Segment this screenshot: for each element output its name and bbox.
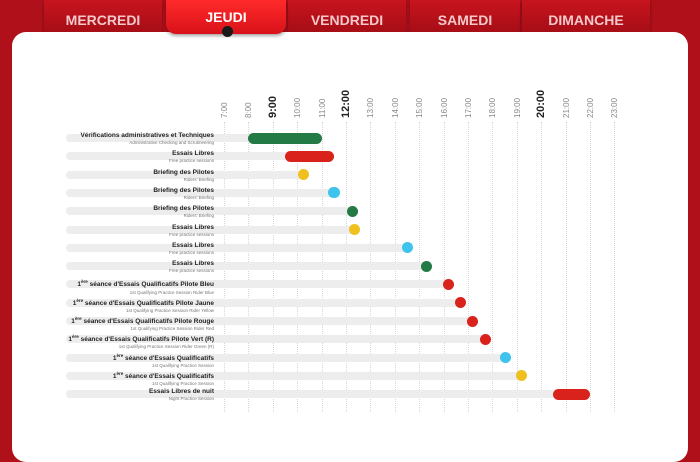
session-subtitle: 1st Qualifying Practice Session xyxy=(151,381,214,387)
session-marker[interactable] xyxy=(402,242,413,253)
session-title: Briefing des Pilotes xyxy=(153,205,214,213)
session-title: Essais Libres xyxy=(172,241,214,249)
hour-gridline xyxy=(468,122,469,412)
session-label xyxy=(64,370,214,387)
hour-label: 9:00 xyxy=(266,95,279,118)
session-label xyxy=(64,278,214,295)
session-subtitle: 1st Qualifying Practice Session Rider Yellow xyxy=(125,307,214,313)
hour-label: 14:00 xyxy=(390,97,400,118)
session-subtitle: 1st Qualifying Practice Session Rider Blue xyxy=(129,289,214,295)
session-title: Vérifications administratives et Techniques xyxy=(80,132,214,139)
hour-label: 10:00 xyxy=(293,97,303,118)
tab-dimanche[interactable]: DIMANCHE xyxy=(522,0,650,40)
session-subtitle: Free practice sessions xyxy=(168,231,214,237)
hour-label: 8:00 xyxy=(244,102,254,118)
session-subtitle: Riders' Briefing xyxy=(183,176,214,182)
session-title: Essais Libres xyxy=(172,260,214,268)
session-subtitle: 1st Qualifying Practice Session Rider Green (R) xyxy=(118,344,214,350)
hour-label: 17:00 xyxy=(464,97,473,118)
hour-label: 7:00 xyxy=(220,102,229,118)
session-title: Essais Libres xyxy=(172,150,214,158)
hour-label: 13:00 xyxy=(366,97,376,118)
session-label xyxy=(64,150,214,164)
session-label xyxy=(64,297,214,314)
session-label xyxy=(64,315,214,332)
session-label xyxy=(64,352,214,369)
session-title: 1ère séance d'Essais Qualificatifs xyxy=(112,370,214,381)
hour-gridline xyxy=(566,122,567,412)
hour-label: 20:00 xyxy=(535,89,548,118)
session-label xyxy=(64,260,214,274)
tab-vendredi[interactable]: VENDREDI xyxy=(288,0,406,40)
session-title: Briefing des Pilotes xyxy=(153,168,214,176)
tab-mercredi[interactable]: MERCREDI xyxy=(44,0,162,40)
tab-jeudi[interactable]: JEUDI xyxy=(166,0,286,34)
session-label xyxy=(64,242,214,256)
session-marker[interactable] xyxy=(347,206,358,217)
active-tab-indicator xyxy=(222,26,233,37)
session-title: Essais Libres xyxy=(172,223,214,231)
session-marker[interactable] xyxy=(467,316,478,327)
session-title: Essais Libres de nuit xyxy=(148,388,214,396)
session-title: 1ère séance d'Essais Qualificatifs Pilote Rouge xyxy=(71,316,214,326)
hour-label: 12:00 xyxy=(340,89,352,118)
tab-samedi[interactable]: SAMEDI xyxy=(410,0,520,40)
session-label xyxy=(64,333,214,350)
session-label xyxy=(64,388,214,402)
session-label xyxy=(64,132,214,146)
hour-label: 23:00 xyxy=(610,97,620,118)
hour-label: 19:00 xyxy=(512,97,522,118)
session-marker[interactable] xyxy=(349,224,360,235)
session-title: Briefing des Pilotes xyxy=(153,186,214,194)
session-subtitle: 1st Qualifying Practice Session xyxy=(151,362,214,368)
session-marker[interactable] xyxy=(421,261,432,272)
hour-gridline xyxy=(614,122,615,412)
session-label xyxy=(64,224,214,238)
session-title: 1ère séance d'Essais Qualificatifs Pilote Vert (R) xyxy=(68,334,214,344)
hour-label: 18:00 xyxy=(488,97,498,118)
hour-gridline xyxy=(444,122,445,412)
session-marker[interactable] xyxy=(443,279,454,290)
session-title: 1ère séance d'Essais Qualificatifs Pilote Bleu xyxy=(77,279,214,289)
session-subtitle: Riders' Briefing xyxy=(183,213,214,219)
session-subtitle: 1st Qualifying Practice Session Rider Red xyxy=(130,326,214,332)
session-label xyxy=(64,187,214,201)
hour-gridline xyxy=(541,122,542,412)
hour-label: 15:00 xyxy=(415,97,425,118)
session-label xyxy=(64,205,214,219)
hour-gridline xyxy=(492,122,493,412)
session-subtitle: Night Practice Session xyxy=(168,396,214,402)
session-marker[interactable] xyxy=(298,169,309,180)
session-bar[interactable] xyxy=(285,151,334,162)
hour-label: 16:00 xyxy=(439,97,449,118)
session-subtitle: Riders' Briefing xyxy=(183,194,214,200)
session-title: 1ère séance d'Essais Qualificatifs Pilote Jaune xyxy=(72,297,214,307)
hour-label: 21:00 xyxy=(561,97,571,118)
session-bar[interactable] xyxy=(553,389,590,400)
session-bar[interactable] xyxy=(248,133,321,144)
hour-label: 22:00 xyxy=(586,97,595,118)
hour-gridline xyxy=(590,122,591,412)
session-subtitle: Free practice sessions xyxy=(168,249,214,255)
hour-gridline xyxy=(517,122,518,412)
session-title: 1ère séance d'Essais Qualificatifs xyxy=(112,352,214,362)
session-subtitle: Free practice sessions xyxy=(168,158,214,164)
hour-label: 11:00 xyxy=(317,98,327,118)
session-marker[interactable] xyxy=(480,334,491,345)
session-label xyxy=(64,169,214,183)
session-subtitle: Administrative Checking and Scrutineering xyxy=(129,140,214,145)
session-subtitle: Free practice sessions xyxy=(168,268,214,274)
